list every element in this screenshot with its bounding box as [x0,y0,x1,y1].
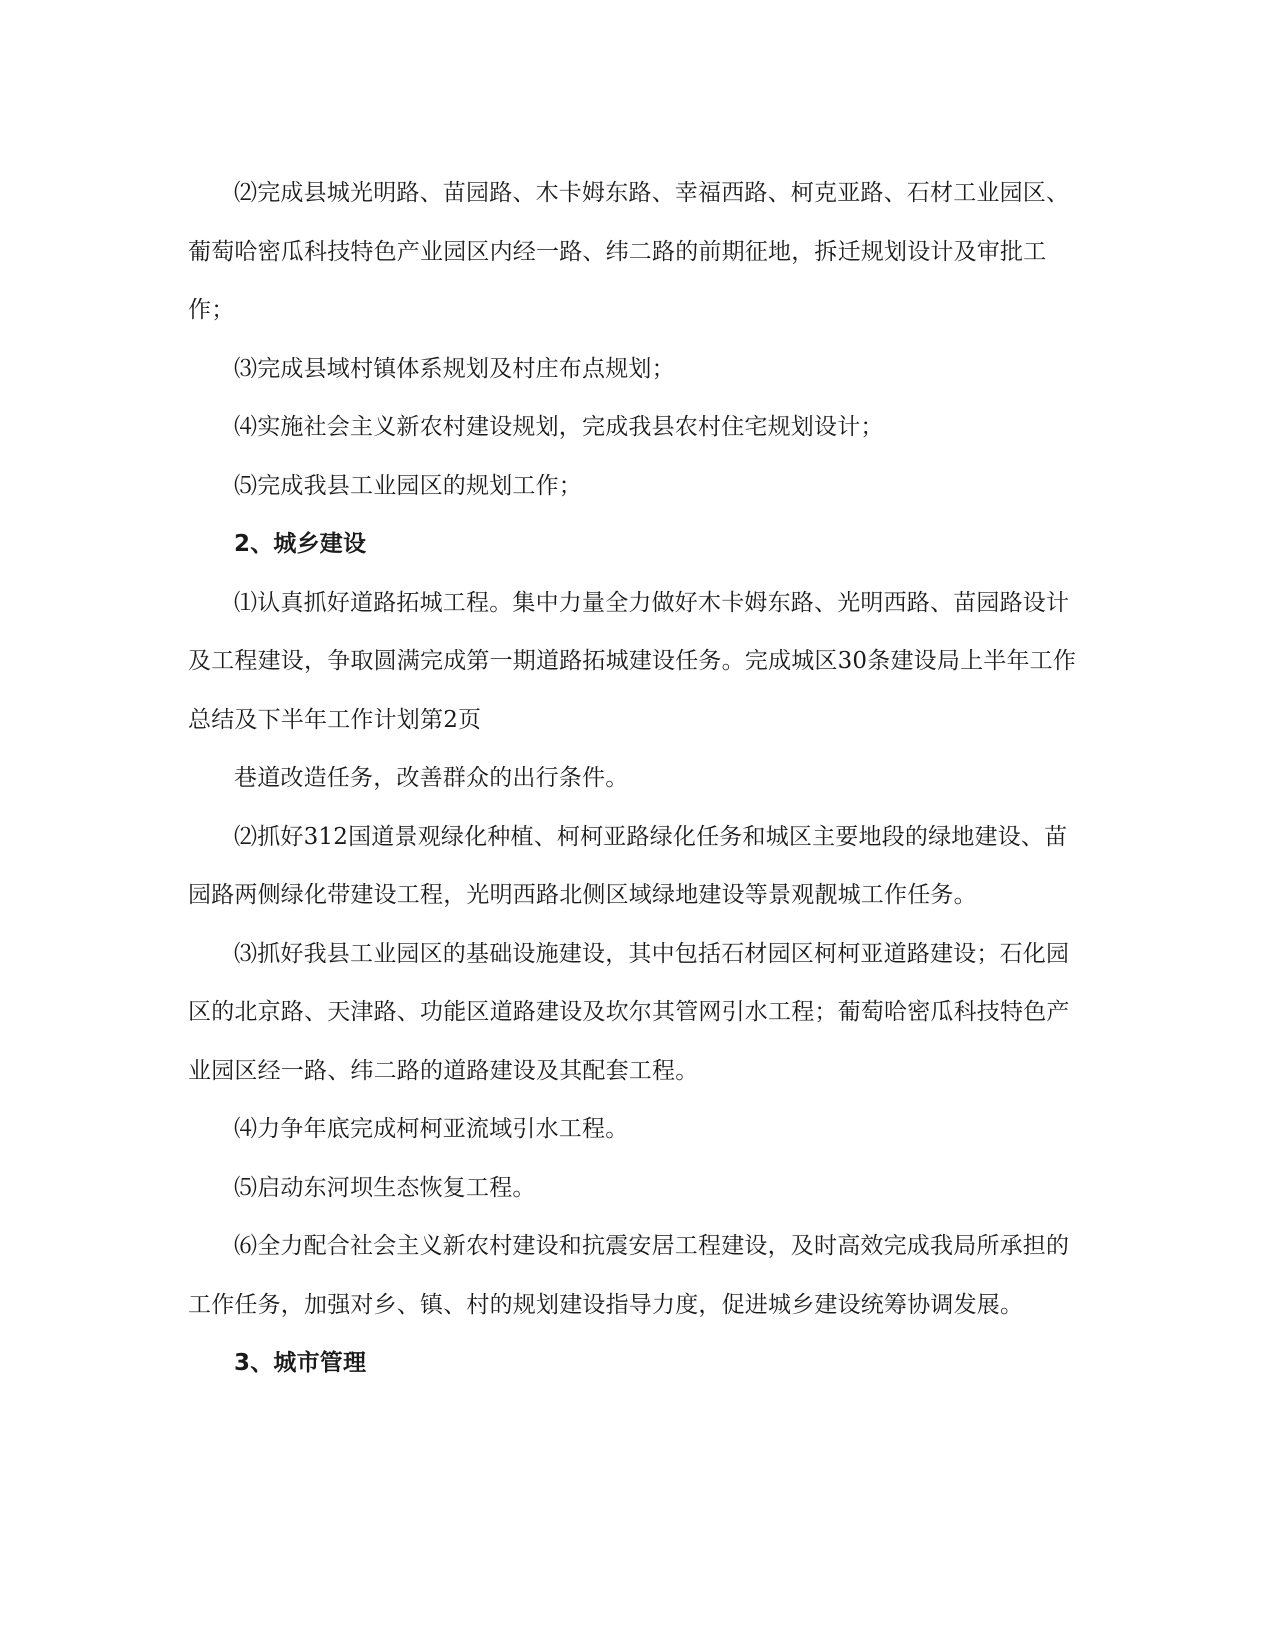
paragraph-construction-item-4: ⑷力争年底完成柯柯亚流域引水工程。 [234,1116,629,1142]
paragraph-planning-item-2: ⑵完成县城光明路、苗园路、木卡姆东路、幸福西路、柯克亚路、石材工业园区、葡萄哈密瓜科技特色产业园区内经一路、纬二路的前期征地，拆迁规划设计及审批工作； [188,180,1070,323]
section-heading-urban-rural-construction: 2、城乡建设 [234,531,367,557]
paragraph-construction-item-1: ⑴认真抓好道路拓城工程。集中力量全力做好木卡姆东路、光明西路、苗园路设计及工程建设，争取圆满完成第一期道路拓城建设任务。完成城区30条建设局上半年工作总结及下半年工作计划第2页 [188,589,1077,733]
paragraph-planning-item-3: ⑶完成县域村镇体系规划及村庄布点规划； [234,355,675,382]
paragraph-construction-item-3: ⑶抓好我县工业园区的基础设施建设，其中包括石材园区柯柯亚道路建设；石化园区的北京路、天津路、功能区道路建设及坎尔其管网引水工程；葡萄哈密瓜科技特色产业园区经一路、纬二路的道路建设及其配套工程。 [188,940,1070,1084]
section-heading-city-management: 3、城市管理 [234,1350,367,1376]
paragraph-construction-item-2: ⑵抓好312国道景观绿化种植、柯柯亚路绿化任务和城区主要地段的绿地建设、苗园路两侧绿化带建设工程，光明西路北侧区域绿地建设等景观靓城工作任务。 [188,823,1068,908]
paragraph-planning-item-4: ⑷实施社会主义新农村建设规划，完成我县农村住宅规划设计； [234,414,884,440]
paragraph-construction-item-6: ⑹全力配合社会主义新农村建设和抗震安居工程建设，及时高效完成我局所承担的工作任务，加强对乡、镇、村的规划建设指导力度，促进城乡建设统筹协调发展。 [188,1233,1070,1318]
paragraph-planning-item-5: ⑸完成我县工业园区的规划工作； [234,472,582,499]
paragraph-construction-item-5: ⑸启动东河坝生态恢复工程。 [234,1174,536,1201]
paragraph-construction-item-1-continued: 巷道改造任务，改善群众的出行条件。 [234,765,629,791]
document-body [188,164,1083,1393]
